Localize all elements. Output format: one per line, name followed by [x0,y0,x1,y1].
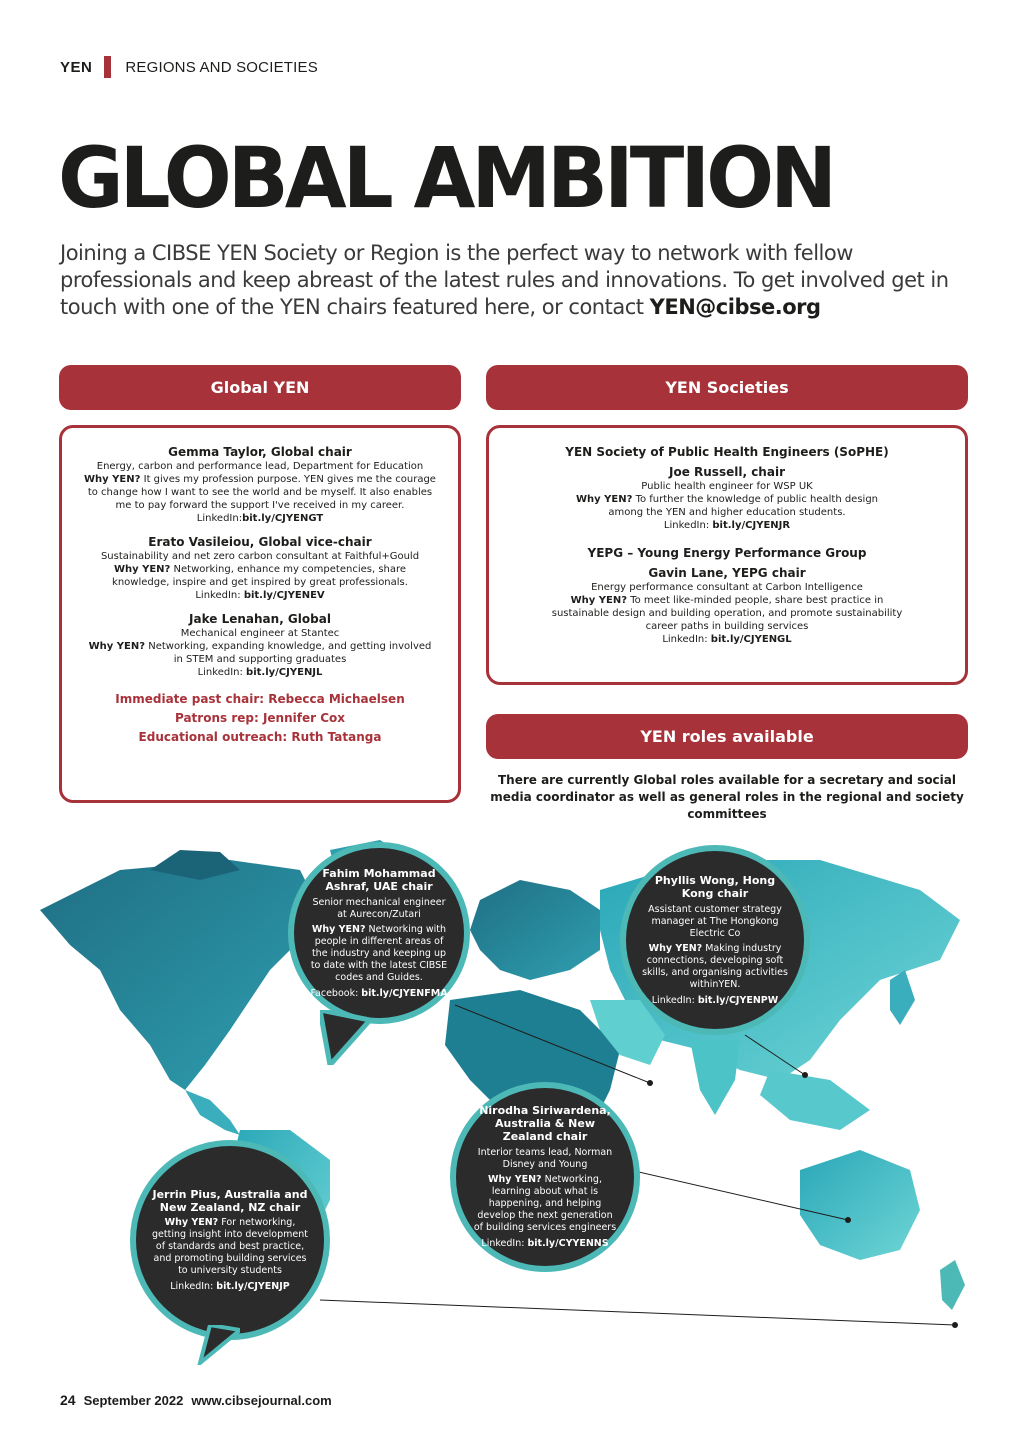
bubble-link[interactable]: LinkedIn: bit.ly/CJYENPW [651,994,779,1006]
person-title: Public health engineer for WSP UK [641,481,813,492]
society-name: YEN Society of Public Health Engineers (SoPHE) [565,445,889,459]
person-link[interactable]: LinkedIn:bit.ly/CJYENGT [196,513,324,524]
roles-text: There are currently Global roles available for a secretary and social media coordinator as well as general roles in the regional and society committees [490,773,964,821]
section-label: YEN [60,58,93,76]
bubble-name: Phyllis Wong, Hong Kong chair [654,873,776,900]
past-chair: Immediate past chair: Rebecca Michaelsen [115,692,405,706]
bubble-why: Why YEN? Making industry connections, developing soft skills, and organising activities withinYEN. [642,942,788,990]
page-number: 24 [60,1392,76,1408]
hongkong-marker [802,1072,808,1078]
person-why: Why YEN? It gives my profession purpose. YEN gives me the courage to change how I want to see the world and be myself. It also enables me to pay forward the support I've received in my career. [84,474,436,511]
bubble-link[interactable]: LinkedIn: bit.ly/CJYENJP [170,1280,290,1292]
section-header [60,56,318,78]
connector-nz [320,1300,955,1325]
bubble-phyllis [620,845,810,1035]
person-why: Why YEN? To meet like-minded people, share best practice in sustainable design and building operation, and promote sustainability career paths in building services [551,595,903,632]
australia-shape [800,1150,920,1260]
central-america-shape [185,1090,240,1135]
bubble-title: Senior mechanical engineer at Aurecon/Zutari [312,896,446,920]
person-link[interactable]: LinkedIn: bit.ly/CJYENJR [663,520,791,531]
person-name: Gemma Taylor, Global chair [168,445,352,459]
intro-paragraph [60,240,960,321]
bubble-link[interactable]: LinkedIn: bit.ly/CYYENNS [481,1238,609,1249]
person-name: Erato Vasileiou, Global vice-chair [148,535,372,549]
person-title: Energy performance consultant at Carbon Intelligence [591,582,863,593]
person-why: Why YEN? Networking, enhance my competencies, share knowledge, inspire and get inspired by great professionals. [112,564,408,588]
global-yen-card [59,425,461,803]
bubble-nirodha [450,1082,640,1272]
new-zealand-shape [940,1260,965,1310]
bubble-why: Why YEN? Networking with people in different areas of the industry and keeping up to date with the latest CIBSE codes and Guides. [310,923,448,983]
page-footer [60,1392,332,1408]
patrons-rep: Patrons rep: Jennifer Cox [174,711,345,725]
yen-societies-card [486,425,968,685]
global-yen-heading: Global YEN [59,365,461,410]
person-title: Mechanical engineer at Stantec [180,628,340,639]
bubble-fahim [288,842,470,1024]
contact-email[interactable]: YEN@cibse.org [649,295,821,319]
north-america-shape [40,860,320,1090]
bubble-name: Fahim Mohammad Ashraf, UAE chair [322,866,436,893]
person-name: Jake Lenahan, Global [189,612,331,626]
educational-outreach: Educational outreach: Ruth Tatanga [138,730,382,744]
japan-shape [890,970,915,1025]
bubble-jerrin [130,1140,330,1340]
bubble-name: Nirodha Siriwardena, Australia & New Zealand chair [479,1104,611,1143]
website-link[interactable]: www.cibsejournal.com [191,1393,332,1408]
person-title: Energy, carbon and performance lead, Department for Education [96,461,424,472]
person-title: Sustainability and net zero carbon consultant at Faithful+Gould [100,551,420,562]
roles-heading: YEN roles available [486,714,968,759]
society-name: YEPG – Young Energy Performance Group [587,546,867,560]
person-link[interactable]: LinkedIn: bit.ly/CJYENJL [197,667,323,678]
bubble-why: Why YEN? For networking, getting insight into development of standards and best practice, and promoting building services to university students [152,1216,308,1276]
uae-marker [647,1080,653,1086]
page-title: GLOBAL AMBITION [58,129,834,227]
person-link[interactable]: LinkedIn: bit.ly/CJYENGL [662,634,792,645]
section-divider [104,56,111,78]
yen-societies-heading: YEN Societies [486,365,968,410]
person-why: Why YEN? To further the knowledge of public health design among the YEN and higher education students. [575,494,879,518]
subsection-label: REGIONS AND SOCIETIES [125,58,318,76]
bubble-link[interactable]: Facebook: bit.ly/CJYENFMA [310,987,448,999]
bubble-name: Jerrin Pius, Australia and New Zealand, NZ chair [152,1187,308,1214]
southeast-asia-shape [760,1070,870,1130]
bubble-tail-fahim [320,1010,370,1065]
bubble-why: Why YEN? Networking, learning about what is happening, and helping develop the next generation of building services engineers [473,1174,617,1233]
bubble-title: Interior teams lead, Norman Disney and Young [477,1147,613,1170]
bubble-tail-jerrin [195,1325,240,1365]
europe-shape [470,880,600,980]
issue-date: September 2022 [83,1393,184,1408]
nz-marker [952,1322,958,1328]
australia-marker [845,1217,851,1223]
person-why: Why YEN? Networking, expanding knowledge, and getting involved in STEM and supporting graduates [88,641,432,665]
person-name: Joe Russell, chair [669,465,785,479]
person-link[interactable]: LinkedIn: bit.ly/CJYENEV [195,590,325,601]
person-name: Gavin Lane, YEPG chair [648,566,806,580]
india-shape [690,1040,740,1115]
bubble-title: Assistant customer strategy manager at The Hongkong Electric Co [648,903,782,939]
intro-text: Joining a CIBSE YEN Society or Region is the perfect way to network with fellow professionals and keep abreast of the latest rules and innovations. To get involved get in touch with one of the YEN chairs featured here, or contact [60,241,949,319]
